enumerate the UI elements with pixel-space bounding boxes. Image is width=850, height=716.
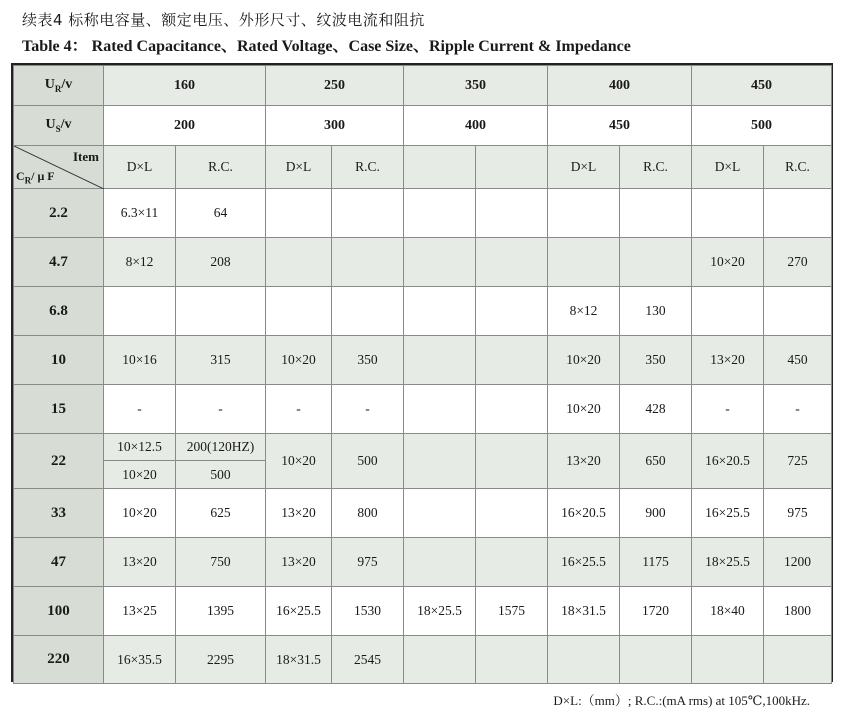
table-cell [104, 287, 176, 336]
table-cell [404, 434, 476, 489]
table-cell [266, 189, 332, 238]
table-cell: - [104, 385, 176, 434]
table-cell: - [176, 385, 266, 434]
table-cell: 10×20 [548, 336, 620, 385]
item-label: Item [73, 149, 99, 164]
table-cell: 428 [620, 385, 692, 434]
table-cell: 18×31.5 [266, 636, 332, 684]
table-cell [692, 189, 764, 238]
table-cell: 450 [764, 336, 832, 385]
table-cell: 2545 [332, 636, 404, 684]
table-cell [476, 538, 548, 587]
capacitance-value: 4.7 [14, 238, 104, 287]
table-cell [476, 238, 548, 287]
table-cell [476, 434, 548, 489]
table-cell [404, 385, 476, 434]
table-cell: - [692, 385, 764, 434]
table-cell: - [266, 385, 332, 434]
table-row [14, 636, 832, 684]
table-cell [620, 636, 692, 684]
table-cell [404, 538, 476, 587]
ur-value: 450 [692, 66, 832, 106]
table-cell: 270 [764, 238, 832, 287]
table-cell [476, 385, 548, 434]
table-cell [332, 287, 404, 336]
column-label: D×L [104, 146, 176, 189]
table-cell: 18×25.5 [404, 587, 476, 636]
capacitance-value: 6.8 [14, 287, 104, 336]
ur-value: 160 [104, 66, 266, 106]
table-cell: 800 [332, 489, 404, 538]
table-cell [692, 287, 764, 336]
table-cell [476, 489, 548, 538]
table-cell [764, 189, 832, 238]
column-label: D×L [266, 146, 332, 189]
table-cell: 13×20 [548, 434, 620, 489]
table-cell: 1800 [764, 587, 832, 636]
capacitance-value: 22 [14, 434, 104, 489]
table-cell: - [764, 385, 832, 434]
table-cell: 975 [332, 538, 404, 587]
table-cell: 750 [176, 538, 266, 587]
table-cell [764, 287, 832, 336]
table-cell: 350 [620, 336, 692, 385]
column-label: D×L [692, 146, 764, 189]
table-cell: 1720 [620, 587, 692, 636]
capacitance-value: 2.2 [14, 189, 104, 238]
table-cell [548, 636, 620, 684]
table-cell: 975 [764, 489, 832, 538]
us-label: $U_S/v$ [14, 106, 104, 146]
table-cell: 10×16 [104, 336, 176, 385]
table-cell: 16×20.5 [692, 434, 764, 489]
table-cell [266, 238, 332, 287]
column-label [404, 146, 476, 189]
split-cell-bottom: 10×20 [122, 467, 157, 482]
table-cell [620, 238, 692, 287]
table-cell [476, 636, 548, 684]
table-title-english: Table 4： Rated Capacitance、Rated Voltage、Case Size、Ripple Current & Impedance [22, 38, 631, 55]
table-row [14, 538, 832, 587]
table-cell: 2295 [176, 636, 266, 684]
table-cell: 13×20 [104, 538, 176, 587]
table-cell: 208 [176, 238, 266, 287]
table-cell: 6.3×11 [104, 189, 176, 238]
table-cell [332, 238, 404, 287]
column-header-row [14, 146, 832, 189]
table-cell [476, 287, 548, 336]
column-label: D×L [548, 146, 620, 189]
table-cell: 13×25 [104, 587, 176, 636]
surge-voltage-row [14, 106, 832, 146]
us-value: 200 [104, 106, 266, 146]
table-cell [404, 336, 476, 385]
table-footnote: D×L:（mm）; R.C.:(mA rms) at 105℃,100kHz. [553, 693, 810, 708]
spec-table [13, 65, 832, 684]
split-cell-dl [104, 434, 176, 489]
table-row [14, 336, 832, 385]
table-row [14, 587, 832, 636]
table-cell: 500 [332, 434, 404, 489]
table-row [14, 238, 832, 287]
table-cell [404, 489, 476, 538]
us-value: 500 [692, 106, 832, 146]
table-cell: 1175 [620, 538, 692, 587]
ur-value: 250 [266, 66, 404, 106]
table-cell: 8×12 [548, 287, 620, 336]
us-value: 400 [404, 106, 548, 146]
table-row [14, 489, 832, 538]
table-cell [266, 287, 332, 336]
table-cell: 315 [176, 336, 266, 385]
table-cell [176, 287, 266, 336]
table-cell: 8×12 [104, 238, 176, 287]
capacitance-value: 100 [14, 587, 104, 636]
table-cell [764, 636, 832, 684]
table-cell: 900 [620, 489, 692, 538]
table-cell: 10×20 [692, 238, 764, 287]
table-row [14, 385, 832, 434]
us-value: 300 [266, 106, 404, 146]
spec-table-frame [11, 63, 833, 682]
cr-label: $C_R/$ μ F [16, 168, 55, 185]
table-cell: 625 [176, 489, 266, 538]
ur-value: 400 [548, 66, 692, 106]
table-cell: 18×25.5 [692, 538, 764, 587]
table-cell: 18×31.5 [548, 587, 620, 636]
table-row [14, 287, 832, 336]
table-cell: 130 [620, 287, 692, 336]
rated-voltage-row [14, 66, 832, 106]
column-label: R.C. [620, 146, 692, 189]
table-cell: 1530 [332, 587, 404, 636]
table-cell: 16×25.5 [692, 489, 764, 538]
table-cell [548, 189, 620, 238]
table-row [14, 434, 832, 489]
column-label: R.C. [764, 146, 832, 189]
column-label [476, 146, 548, 189]
column-label: R.C. [332, 146, 404, 189]
table-row [14, 189, 832, 238]
table-cell: 13×20 [266, 489, 332, 538]
capacitance-value: 47 [14, 538, 104, 587]
table-cell [476, 189, 548, 238]
table-cell: 64 [176, 189, 266, 238]
table-cell: 350 [332, 336, 404, 385]
table-cell [692, 636, 764, 684]
table-cell: 10×20 [266, 434, 332, 489]
split-cell-rc [176, 434, 266, 489]
table-cell: 10×20 [104, 489, 176, 538]
capacitance-value: 33 [14, 489, 104, 538]
table-title-chinese: 续表4 标称电容量、额定电压、外形尺寸、纹波电流和阻抗 [22, 11, 425, 29]
ur-label: $U_R/v$ [14, 66, 104, 106]
split-cell-top: 10×12.5 [104, 434, 175, 461]
table-cell: 16×20.5 [548, 489, 620, 538]
table-cell: 16×25.5 [548, 538, 620, 587]
table-cell [476, 336, 548, 385]
split-cell-bottom: 500 [210, 467, 231, 482]
table-cell [404, 287, 476, 336]
table-cell [404, 238, 476, 287]
table-cell [404, 189, 476, 238]
item-capacitance-corner [14, 146, 104, 189]
ur-value: 350 [404, 66, 548, 106]
table-cell [620, 189, 692, 238]
table-cell: 10×20 [548, 385, 620, 434]
table-cell: 16×35.5 [104, 636, 176, 684]
table-cell: 1395 [176, 587, 266, 636]
table-cell: 650 [620, 434, 692, 489]
column-label: R.C. [176, 146, 266, 189]
split-cell-top: 200(120HZ) [176, 434, 265, 461]
table-cell: - [332, 385, 404, 434]
capacitance-value: 220 [14, 636, 104, 684]
table-cell: 10×20 [266, 336, 332, 385]
table-cell: 13×20 [692, 336, 764, 385]
capacitance-value: 10 [14, 336, 104, 385]
table-cell: 18×40 [692, 587, 764, 636]
table-cell: 1575 [476, 587, 548, 636]
table-cell: 16×25.5 [266, 587, 332, 636]
capacitance-value: 15 [14, 385, 104, 434]
table-cell: 13×20 [266, 538, 332, 587]
table-cell: 1200 [764, 538, 832, 587]
us-value: 450 [548, 106, 692, 146]
table-cell: 725 [764, 434, 832, 489]
table-cell [332, 189, 404, 238]
table-cell [404, 636, 476, 684]
table-cell [548, 238, 620, 287]
